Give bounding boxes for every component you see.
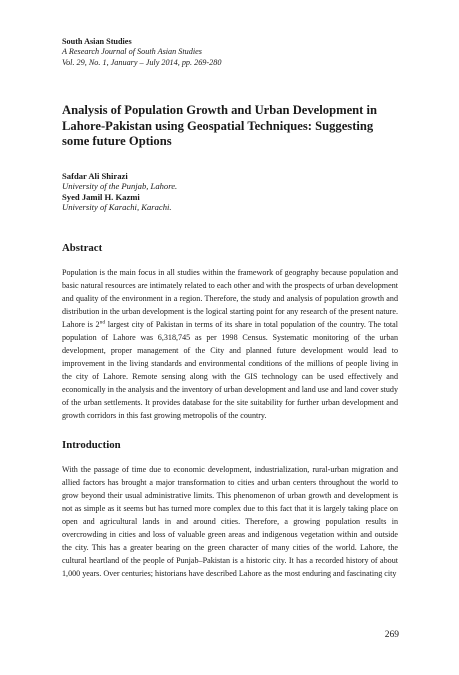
abstract-text-part: Population is the main focus in all studies within the framework of geography because population and basic natural resources are intimately related to each other and with the prospects of urban development and quality of the environment in a region. Therefore, the study and analysis of population growth and distribution in the urban development is the logical starting point for any research of the present nature. Lahore is 2 bbox=[62, 267, 398, 329]
journal-subtitle: A Research Journal of South Asian Studies bbox=[62, 47, 202, 56]
abstract-heading: Abstract bbox=[62, 241, 103, 254]
page-number: 269 bbox=[384, 630, 399, 640]
journal-name: South Asian Studies bbox=[62, 37, 132, 46]
abstract-text bbox=[62, 266, 398, 423]
author-name: Safdar Ali Shirazi bbox=[62, 170, 128, 181]
author-affiliation: University of Karachi, Karachi. bbox=[62, 202, 172, 212]
abstract-text-part: largest city of Pakistan in terms of its share in total population of the country. The total population of Lahore was 6,318,745 as per 1998 Census. Systematic monitoring of the urban development, proper management of the City and planned future development would lead to improvement in the living standards and environmental conditions of the millions of people living in the city of Lahore. Remote sensing along with the GIS technology can be used effectively and economically in the analysis and the inventory of urban development and land use and land cover study of the urban settlements. It provides database for the site suitability for further urban development and growth corridors in this fast growing metropolis of the country. bbox=[62, 319, 398, 421]
author-name: Syed Jamil H. Kazmi bbox=[62, 191, 140, 202]
paper-page bbox=[62, 36, 398, 580]
introduction-text: With the passage of time due to economic development, industrialization, rural-urban migration and allied factors has brought a major transformation to cities and urban centers throughout the world to grow beyond their usual administrative limits. This phenomenon of urban growth and development is not as simple as it seems but has turned more complex due to this fact that it is largely taking place on open and agricultural lands in and around cities. Therefore, a growing population results in overcrowding in cities and loss of valuable green areas and indigenous vegetation within and outside the city. This has a greater bearing on the green character of many cities of the world. Lahore, the cultural heartland of the people of Punjab–Pakistan is a historic city. It has a recorded history of about 1,000 years. Over centuries; historians have described Lahore as the most enduring and fascinating city bbox=[62, 465, 398, 579]
author-list bbox=[62, 171, 398, 213]
introduction-heading: Introduction bbox=[62, 439, 121, 452]
author-affiliation: University of the Punjab, Lahore. bbox=[62, 181, 178, 191]
ordinal-superscript: nd bbox=[99, 319, 106, 325]
paper-title: Analysis of Population Growth and Urban Development in Lahore-Pakistan using Geospatial Techniques: Suggesting some future Options bbox=[62, 103, 378, 148]
journal-volume: Vol. 29, No. 1, January – July 2014, pp. 269-280 bbox=[62, 57, 222, 67]
